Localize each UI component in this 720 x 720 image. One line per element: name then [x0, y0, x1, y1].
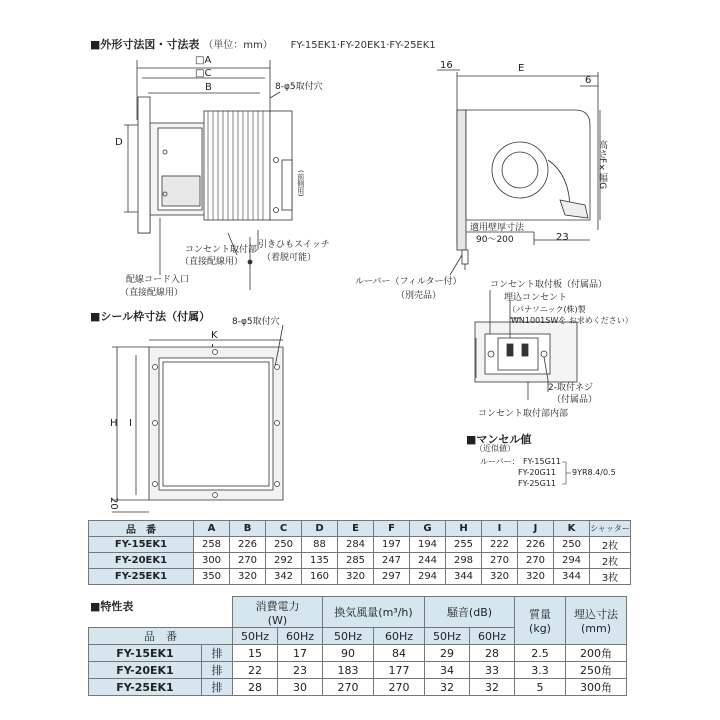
table-cell: FY-20EK1: [89, 553, 194, 569]
table-cell: 300: [194, 553, 230, 569]
table-cell: 342: [266, 569, 302, 585]
table-cell: FY-25EK1: [89, 569, 194, 585]
table-cell: 284: [338, 537, 374, 553]
table-cell: 5: [515, 679, 566, 696]
dim-c-label: □C: [195, 68, 212, 79]
table-cell: FY-20EK1: [89, 662, 202, 679]
spec-title: ■特性表: [90, 600, 134, 613]
dim-header-e: E: [338, 521, 374, 537]
table-cell: 320: [518, 569, 554, 585]
table-cell: 88: [302, 537, 338, 553]
dim-20-label: 20: [108, 497, 119, 510]
table-cell: 320: [482, 569, 518, 585]
table-cell: 250: [266, 537, 302, 553]
screws-label: 2-取付ネジ: [548, 383, 593, 393]
table-cell: 320: [338, 569, 374, 585]
table-cell: FY-15EK1: [89, 645, 202, 662]
table-cell: 22: [233, 662, 278, 679]
table-cell: 197: [374, 537, 410, 553]
seal-mount-holes: 8-φ5取付穴: [232, 317, 280, 327]
table-cell: 32: [425, 679, 470, 696]
table-cell: 194: [410, 537, 446, 553]
table-cell: 270: [230, 553, 266, 569]
table-row: [89, 537, 631, 553]
table-cell: 226: [518, 537, 554, 553]
spec-hz60-noise: 60Hz: [470, 628, 515, 645]
munsell-model-1: FY-15G11: [523, 457, 561, 466]
power-label: 消費電力: [255, 599, 300, 613]
dim-a-label: □A: [195, 55, 212, 66]
cord-inlet-note: （直接配線用）: [120, 288, 184, 298]
table-cell: 排: [202, 662, 233, 679]
table-row: [89, 553, 631, 569]
table-cell: 177: [374, 662, 425, 679]
dimension-table: [88, 520, 631, 585]
table-cell: 298: [446, 553, 482, 569]
dim-header-d: D: [302, 521, 338, 537]
table-cell: 排: [202, 645, 233, 662]
munsell-title: ■マンセル値: [466, 433, 532, 446]
table-cell: 350: [194, 569, 230, 585]
dim-k-label: K: [211, 330, 218, 341]
side-stamp: (前側用): [296, 170, 305, 197]
table-row: [89, 569, 631, 585]
outlet-inside-label: コンセント取付部内部: [478, 409, 569, 419]
dim-d-label: D: [115, 137, 123, 148]
table-cell: 183: [323, 662, 374, 679]
mass-unit: (kg): [529, 622, 551, 635]
table-cell: 30: [278, 679, 323, 696]
spec-hz50-flow: 50Hz: [323, 628, 374, 645]
dim-23-label: 23: [556, 232, 569, 243]
cutout-unit: (mm): [580, 622, 611, 635]
table-cell: 244: [410, 553, 446, 569]
outlet-part-note: （直接配線用）: [180, 257, 244, 267]
dim-i-label: I: [129, 418, 132, 429]
table-cell: 32: [470, 679, 515, 696]
munsell-model-3: FY-25G11: [518, 479, 556, 488]
table-cell: 270: [482, 553, 518, 569]
mass-label: 質量: [529, 608, 551, 621]
table-cell: 270: [518, 553, 554, 569]
table-cell: 84: [374, 645, 425, 662]
table-cell: 255: [446, 537, 482, 553]
table-cell: 270: [374, 679, 425, 696]
dim-header-k: K: [554, 521, 590, 537]
dim-b-label: B: [205, 82, 212, 93]
munsell-louver-label: ルーバー：: [480, 457, 520, 466]
munsell-model-2: FY-20G11: [518, 468, 556, 477]
table-cell: 90: [323, 645, 374, 662]
spec-header-noise: 騒音(dB): [425, 597, 515, 628]
table-cell: 344: [554, 569, 590, 585]
table-cell: 29: [425, 645, 470, 662]
outlet-plate-label: コンセント取付板（付属品）: [490, 280, 608, 290]
table-cell: 247: [374, 553, 410, 569]
table-cell: 2枚: [590, 537, 631, 553]
table-cell: 270: [323, 679, 374, 696]
table-cell: 294: [554, 553, 590, 569]
table-cell: 222: [482, 537, 518, 553]
table-cell: 294: [410, 569, 446, 585]
table-cell: 34: [425, 662, 470, 679]
dim-g-label: 高さF×幅G: [596, 140, 607, 190]
spec-header-row-1: [89, 597, 627, 628]
table-cell: 300角: [566, 679, 627, 696]
spec-hz60-power: 60Hz: [278, 628, 323, 645]
table-cell: 28: [470, 645, 515, 662]
table-cell: FY-15EK1: [89, 537, 194, 553]
table-cell: 排: [202, 679, 233, 696]
dim-header-g: G: [410, 521, 446, 537]
table-row: [89, 645, 627, 662]
spec-header-flow: 換気風量(m³/h): [323, 597, 425, 628]
table-cell: 3.3: [515, 662, 566, 679]
table-cell: 28: [233, 679, 278, 696]
table-cell: 258: [194, 537, 230, 553]
power-unit: (W): [267, 613, 288, 627]
dimension-table-header: [89, 521, 631, 537]
table-cell: FY-25EK1: [89, 679, 202, 696]
outline-unit: （単位：mm）: [203, 40, 273, 51]
table-cell: 200角: [566, 645, 627, 662]
table-cell: 297: [374, 569, 410, 585]
wall-range-label: 90〜200: [476, 235, 514, 245]
spec-hz50-noise: 50Hz: [425, 628, 470, 645]
spec-header-model: 品 番: [89, 628, 233, 645]
model-advice-label: WN1001SWを お求めください）: [511, 316, 633, 325]
spec-header-mass: [515, 597, 566, 645]
cutout-label: 埋込寸法: [574, 608, 618, 621]
embedded-outlet-label: 埋込コンセント: [504, 293, 568, 303]
pull-switch-label: 引きひもスイッチ: [258, 240, 330, 250]
spec-header-power: [233, 597, 323, 628]
table-cell: 17: [278, 645, 323, 662]
screws-note: （付属品）: [552, 395, 598, 405]
dim-header-a: A: [194, 521, 230, 537]
front-mount-holes: 8-φ5取付穴: [275, 82, 323, 92]
dim-16-label: 16: [440, 60, 453, 71]
table-cell: 23: [278, 662, 323, 679]
dim-6-label: 6: [585, 75, 592, 86]
table-cell: 250: [554, 537, 590, 553]
spec-table: [88, 596, 627, 696]
table-row: [89, 662, 627, 679]
spec-header-cutout: [566, 597, 627, 645]
table-row: [89, 679, 627, 696]
dim-header-j: J: [518, 521, 554, 537]
table-cell: 3枚: [590, 569, 631, 585]
spec-hz60-flow: 60Hz: [374, 628, 425, 645]
dim-header-model: 品 番: [89, 521, 194, 537]
table-cell: 160: [302, 569, 338, 585]
dim-e-label: E: [518, 63, 525, 74]
seal-frame-title: ■シール枠寸法（付属）: [90, 310, 211, 323]
munsell-approx: （近似値）: [475, 444, 515, 453]
wall-thickness-label: 適用壁厚寸法: [470, 223, 525, 233]
table-cell: 2.5: [515, 645, 566, 662]
munsell-value: 9YR8.4/0.5: [572, 468, 616, 477]
outlet-part-label: コンセント取付部: [185, 245, 258, 255]
dim-header-f: F: [374, 521, 410, 537]
table-cell: 344: [446, 569, 482, 585]
outline-models: FY-15EK1·FY-20EK1·FY-25EK1: [290, 40, 436, 51]
spec-blank: [89, 597, 233, 628]
dim-header-c: C: [266, 521, 302, 537]
table-cell: 2枚: [590, 553, 631, 569]
table-cell: 285: [338, 553, 374, 569]
table-cell: 320: [230, 569, 266, 585]
maker-label: （パナソニック(株)製: [508, 305, 586, 314]
table-cell: 15: [233, 645, 278, 662]
dim-header-b: B: [230, 521, 266, 537]
dim-header-shutter: シャッター: [590, 521, 631, 537]
table-cell: 135: [302, 553, 338, 569]
outline-title: ■外形寸法図・寸法表: [90, 38, 200, 51]
table-cell: 33: [470, 662, 515, 679]
table-cell: 250角: [566, 662, 627, 679]
dim-header-i: I: [482, 521, 518, 537]
louver-note: （別売品）: [396, 291, 442, 301]
table-cell: 292: [266, 553, 302, 569]
dim-h-label: H: [110, 418, 118, 429]
table-cell: 226: [230, 537, 266, 553]
louver-label: ルーバー（フィルター付）: [355, 277, 462, 287]
spec-hz50-power: 50Hz: [233, 628, 278, 645]
pull-switch-note: （着脱可能）: [262, 253, 317, 263]
dim-header-h: H: [446, 521, 482, 537]
cord-inlet-label: 配線コード入口: [126, 275, 190, 285]
